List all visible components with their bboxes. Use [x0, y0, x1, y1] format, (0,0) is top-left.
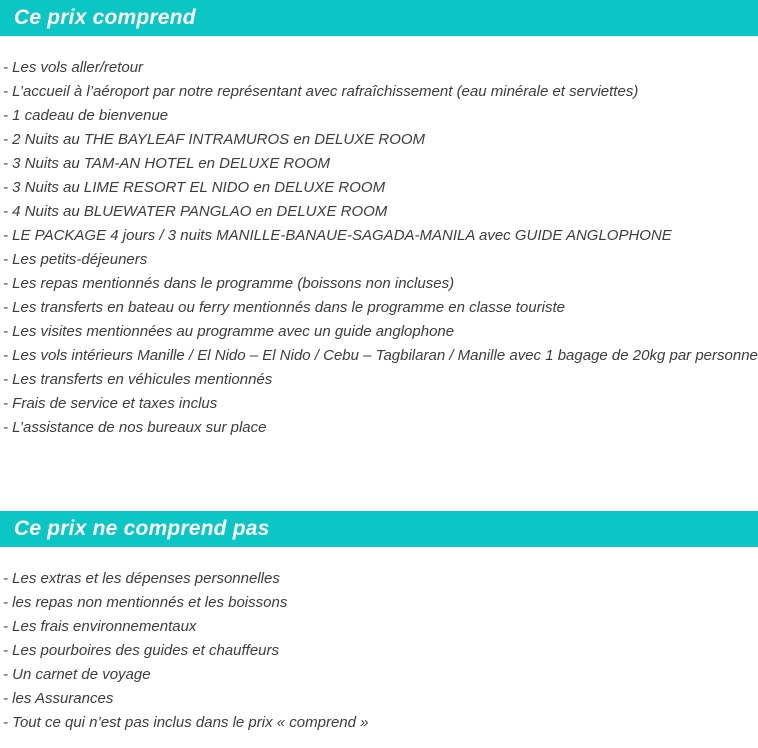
list-item: - Frais de service et taxes inclus	[3, 395, 218, 412]
not-included-header-bar	[0, 511, 758, 547]
list-item: - Un carnet de voyage	[3, 666, 151, 683]
list-item: - Les vols intérieurs Manille / El Nido – El Nido / Cebu – Tagbilaran / Manille avec 1 bagage de 20kg par personne	[3, 347, 758, 364]
not-included-section-title: Ce prix ne comprend pas	[14, 517, 270, 540]
list-item: - L’assistance de nos bureaux sur place	[3, 419, 267, 436]
list-item: - LE PACKAGE 4 jours / 3 nuits MANILLE-BANAUE-SAGADA-MANILA avec GUIDE ANGLOPHONE	[3, 227, 672, 244]
list-item: - Les frais environnementaux	[3, 618, 197, 635]
list-item: - 3 Nuits au LIME RESORT EL NIDO en DELUXE ROOM	[3, 179, 386, 196]
list-item: - Les petits-déjeuners	[3, 251, 148, 268]
section-price-not-included	[0, 511, 758, 735]
list-item: - Les transferts en véhicules mentionnés	[3, 371, 273, 388]
included-header-bar	[0, 0, 758, 36]
list-item: - 3 Nuits au TAM-AN HOTEL en DELUXE ROOM	[3, 155, 331, 172]
list-item: - Les transferts en bateau ou ferry mentionnés dans le programme en classe touriste	[3, 299, 565, 316]
included-items-list	[0, 36, 758, 440]
list-item: - Les repas mentionnés dans le programme (boissons non incluses)	[3, 275, 455, 292]
list-item: - Les visites mentionnées au programme avec un guide anglophone	[3, 323, 455, 340]
list-item: - 4 Nuits au BLUEWATER PANGLAO en DELUXE ROOM	[3, 203, 388, 220]
list-item: - Tout ce qui n’est pas inclus dans le prix « comprend »	[3, 714, 369, 731]
list-item: - L’accueil à l’aéroport par notre représentant avec rafraîchissement (eau minérale et serviettes)	[3, 83, 639, 100]
list-item: - les Assurances	[3, 690, 114, 707]
list-item: - 1 cadeau de bienvenue	[3, 107, 169, 124]
list-item: - Les vols aller/retour	[3, 59, 144, 76]
list-item: - Les pourboires des guides et chauffeurs	[3, 642, 279, 659]
list-item: - les repas non mentionnés et les boissons	[3, 594, 288, 611]
list-item: - Les extras et les dépenses personnelles	[3, 570, 280, 587]
list-item: - 2 Nuits au THE BAYLEAF INTRAMUROS en DELUXE ROOM	[3, 131, 426, 148]
included-section-title: Ce prix comprend	[14, 6, 196, 29]
not-included-items-list	[0, 547, 758, 735]
